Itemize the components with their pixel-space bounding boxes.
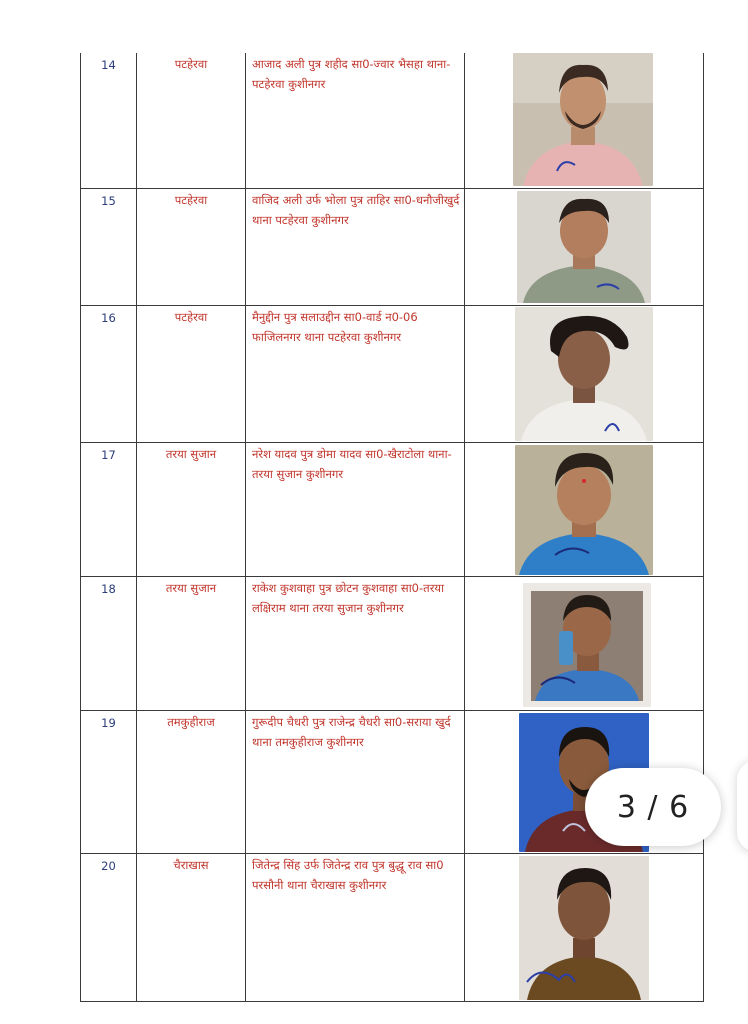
page-indicator: 3 / 6 — [585, 768, 721, 846]
table-row — [81, 53, 704, 188]
accused-details: जितेन्द्र सिंह उर्फ जितेन्द्र राव पुत्र बुद्धू राव सा0 परसौनी थाना चैराखास कुशीनगर — [246, 853, 465, 1001]
photo-cell — [465, 305, 704, 442]
person-photo — [515, 307, 653, 441]
police-station: तमकुहीराज — [137, 710, 246, 853]
photo-cell — [465, 576, 704, 710]
accused-details: आजाद अली पुत्र शहीद सा0-ज्वार भैसहा थाना-पटहेरवा कुशीनगर — [246, 53, 465, 188]
serial-number: 20 — [81, 853, 137, 1001]
table-row — [81, 305, 704, 442]
serial-number: 18 — [81, 576, 137, 710]
serial-number: 14 — [81, 53, 137, 188]
police-station: पटहेरवा — [137, 188, 246, 305]
person-photo — [523, 583, 651, 707]
serial-number: 16 — [81, 305, 137, 442]
accused-details: मैनुद्दीन पुत्र सलाउद्दीन सा0-वार्ड न0-06 फाजिलनगर थाना पटहेरवा कुशीनगर — [246, 305, 465, 442]
person-photo — [513, 53, 653, 186]
person-photo — [519, 856, 649, 1000]
accused-details: गुरूदीप चैधरी पुत्र राजेन्द्र चैधरी सा0-सराया खुर्द थाना तमकुहीराज कुशीनगर — [246, 710, 465, 853]
police-station: पटहेरवा — [137, 305, 246, 442]
photo-cell — [465, 853, 704, 1001]
next-page-edge[interactable] — [737, 760, 748, 852]
table-row — [81, 853, 704, 1001]
table-row — [81, 188, 704, 305]
table-row — [81, 442, 704, 576]
serial-number: 15 — [81, 188, 137, 305]
accused-details: वाजिद अली उर्फ भोला पुत्र ताहिर सा0-धनौजीखुर्द थाना पटहेरवा कुशीनगर — [246, 188, 465, 305]
accused-details: नरेश यादव पुत्र डोमा यादव सा0-खैराटोला थाना-तरया सुजान कुशीनगर — [246, 442, 465, 576]
person-photo — [515, 445, 653, 575]
serial-number: 19 — [81, 710, 137, 853]
person-photo — [517, 191, 651, 303]
accused-details: राकेश कुशवाहा पुत्र छोटन कुशवाहा सा0-तरया लक्षिराम थाना तरया सुजान कुशीनगर — [246, 576, 465, 710]
photo-cell — [465, 188, 704, 305]
photo-cell — [465, 53, 704, 188]
accused-table — [80, 53, 704, 1002]
police-station: चैराखास — [137, 853, 246, 1001]
serial-number: 17 — [81, 442, 137, 576]
photo-cell — [465, 442, 704, 576]
table-row — [81, 576, 704, 710]
police-station: तरया सुजान — [137, 442, 246, 576]
police-station: पटहेरवा — [137, 53, 246, 188]
police-station: तरया सुजान — [137, 576, 246, 710]
